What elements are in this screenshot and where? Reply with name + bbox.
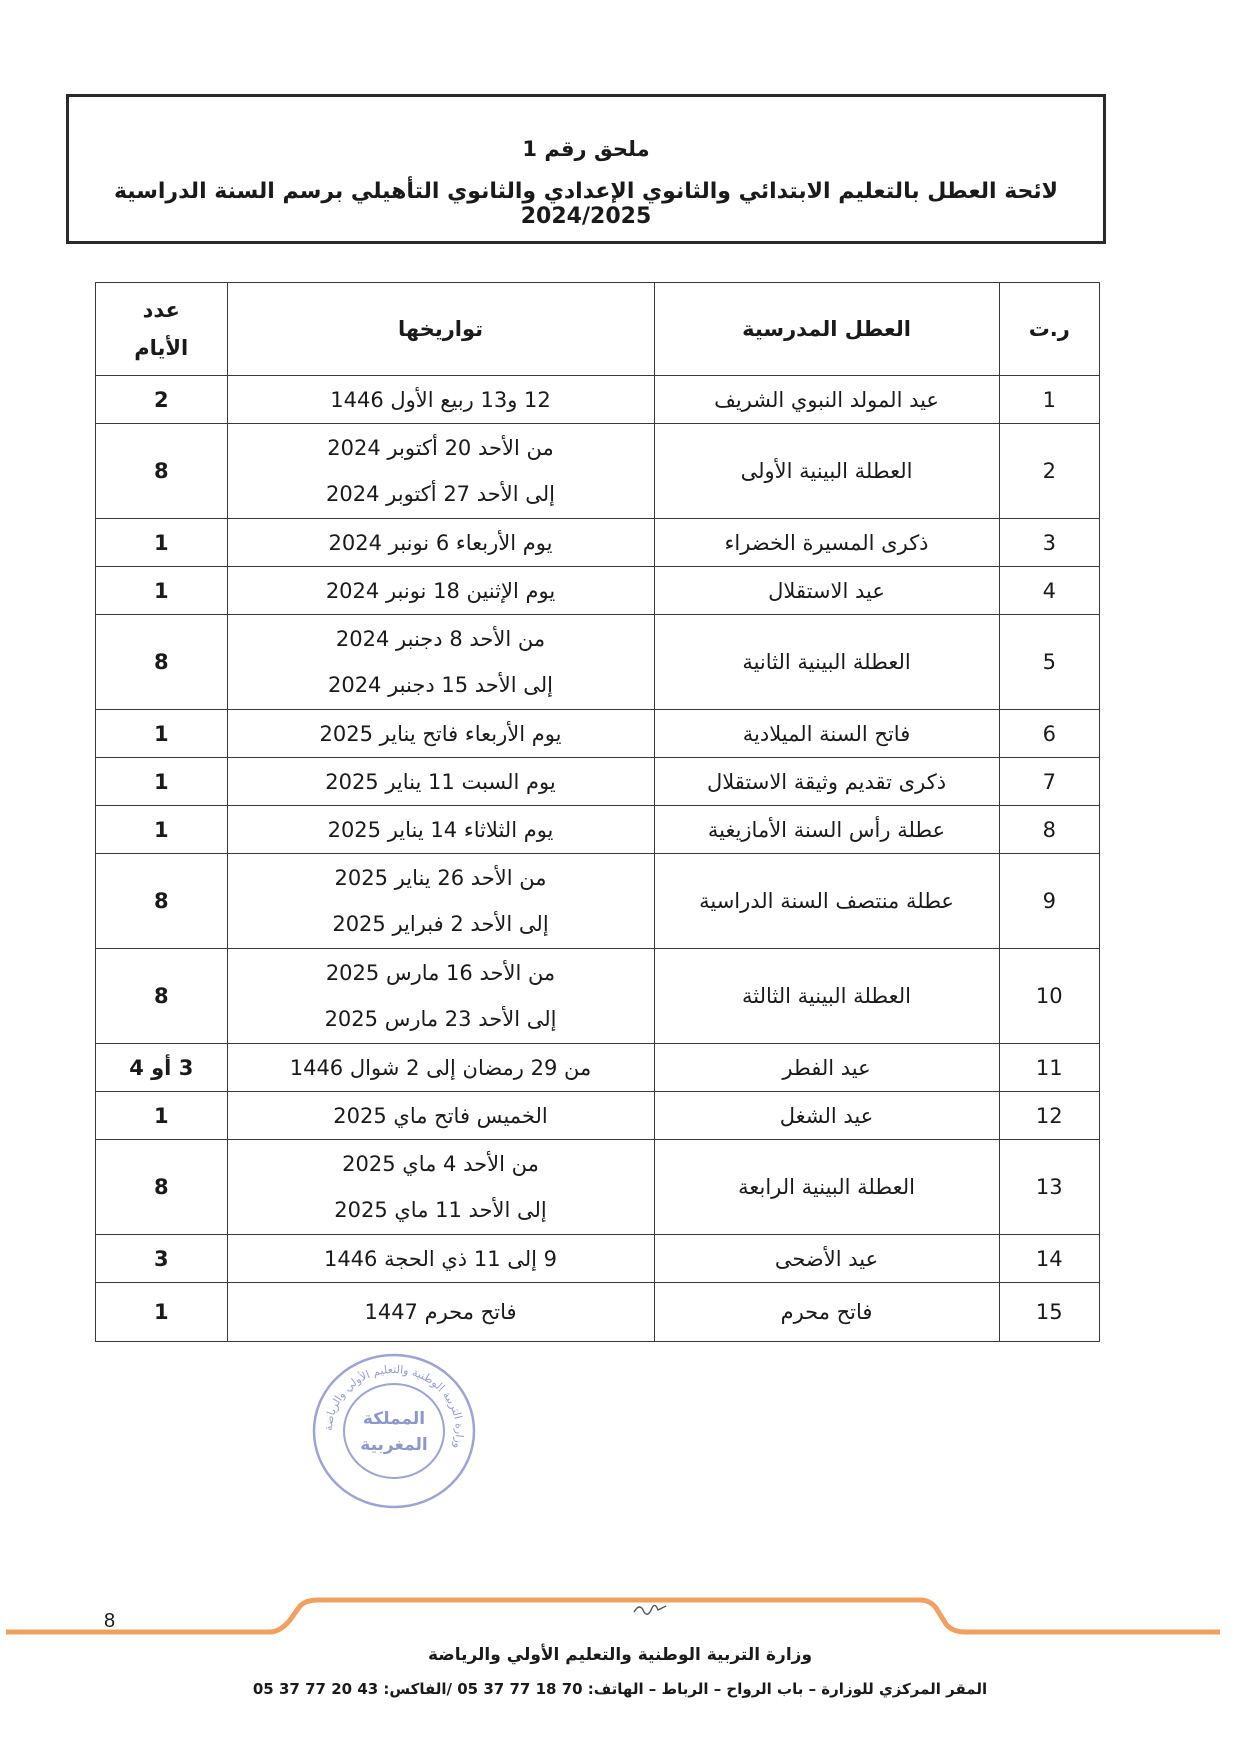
table-row <box>96 615 1100 710</box>
table-row <box>96 519 1100 567</box>
holiday-dates <box>227 1140 654 1235</box>
row-number: 3 <box>999 519 1099 567</box>
header-days-line2: الأيام <box>134 336 189 360</box>
annex-label: ملحق رقم 1 <box>522 137 650 161</box>
holiday-name: العطلة البينية الثالثة <box>654 949 999 1044</box>
days-count: 1 <box>96 519 228 567</box>
holiday-dates <box>227 758 654 806</box>
holiday-name: العطلة البينية الثانية <box>654 615 999 710</box>
holiday-name: عيد الفطر <box>654 1044 999 1092</box>
days-count: 8 <box>96 615 228 710</box>
table-row <box>96 424 1100 519</box>
initials-signature <box>632 1600 668 1618</box>
holiday-name: عيد الشغل <box>654 1092 999 1140</box>
days-count: 2 <box>96 376 228 424</box>
table-row <box>96 949 1100 1044</box>
holiday-name: عطلة منتصف السنة الدراسية <box>654 854 999 949</box>
date-line: إلى الأحد 27 أكتوبر 2024 <box>326 482 555 506</box>
row-number: 9 <box>999 854 1099 949</box>
holiday-name: العطلة البينية الرابعة <box>654 1140 999 1235</box>
holiday-dates <box>227 615 654 710</box>
row-number: 7 <box>999 758 1099 806</box>
days-count: 1 <box>96 567 228 615</box>
date-line: من 29 رمضان إلى 2 شوال 1446 <box>289 1055 592 1080</box>
table-row <box>96 710 1100 758</box>
holiday-dates <box>227 1044 654 1092</box>
header-num: ر.ت <box>999 283 1099 376</box>
days-count: 1 <box>96 710 228 758</box>
row-number: 11 <box>999 1044 1099 1092</box>
days-count: 8 <box>96 1140 228 1235</box>
date-line: يوم الأربعاء فاتح يناير 2025 <box>319 721 562 746</box>
footer-address: المقر المركزي للوزارة – باب الرواح – الرباط – الهاتف: 70 18 77 37 05 /الفاكس: 43 20 77 37 05 <box>252 1680 988 1698</box>
stamp-center-line2: المغربية <box>360 1435 428 1455</box>
date-line: من الأحد 26 يناير 2025 <box>334 866 547 890</box>
row-number: 14 <box>999 1235 1099 1283</box>
table-row <box>96 1092 1100 1140</box>
table-row <box>96 1044 1100 1092</box>
holiday-dates <box>227 519 654 567</box>
date-line: 9 إلى 11 ذي الحجة 1446 <box>323 1246 558 1271</box>
row-number: 15 <box>999 1283 1099 1342</box>
holiday-dates <box>227 424 654 519</box>
date-line: من الأحد 8 دجنبر 2024 <box>335 627 546 651</box>
days-count: 1 <box>96 758 228 806</box>
holiday-dates <box>227 1283 654 1342</box>
page-number: 8 <box>104 1610 116 1632</box>
stamp-ring-text: وزارة التربية الوطنية والتعليم الأولي والرياضة <box>321 1362 467 1451</box>
table-row <box>96 567 1100 615</box>
table-body <box>96 376 1100 1342</box>
date-line: 12 و13 ربيع الأول 1446 <box>330 387 551 412</box>
table-row <box>96 1283 1100 1342</box>
days-count: 8 <box>96 854 228 949</box>
holiday-name: ذكرى تقديم وثيقة الاستقلال <box>654 758 999 806</box>
footer-ministry-name: وزارة التربية الوطنية والتعليم الأولي والرياضة <box>427 1645 813 1665</box>
date-line: إلى الأحد 15 دجنبر 2024 <box>327 673 554 697</box>
header-days <box>96 283 228 376</box>
row-number: 13 <box>999 1140 1099 1235</box>
holiday-dates <box>227 567 654 615</box>
row-number: 1 <box>999 376 1099 424</box>
date-line: يوم السبت 11 يناير 2025 <box>325 769 556 794</box>
holiday-dates <box>227 1235 654 1283</box>
days-count: 1 <box>96 806 228 854</box>
table-row <box>96 1140 1100 1235</box>
date-line: من الأحد 20 أكتوبر 2024 <box>327 436 554 460</box>
date-line: من الأحد 16 مارس 2025 <box>325 961 556 985</box>
table-row <box>96 758 1100 806</box>
row-number: 8 <box>999 806 1099 854</box>
holiday-name: العطلة البينية الأولى <box>654 424 999 519</box>
table-row <box>96 806 1100 854</box>
row-number: 10 <box>999 949 1099 1044</box>
date-line: يوم الأربعاء 6 نونبر 2024 <box>328 530 553 555</box>
table-row <box>96 376 1100 424</box>
date-line: إلى الأحد 23 مارس 2025 <box>324 1007 557 1031</box>
date-line: الخميس فاتح ماي 2025 <box>333 1103 548 1128</box>
holiday-name: عيد الأضحى <box>654 1235 999 1283</box>
date-line: يوم الإثنين 18 نونبر 2024 <box>325 578 556 603</box>
official-stamp <box>308 1350 480 1512</box>
holiday-dates <box>227 376 654 424</box>
table-row <box>96 1235 1100 1283</box>
date-line: إلى الأحد 11 ماي 2025 <box>334 1198 547 1222</box>
days-count: 3 <box>96 1235 228 1283</box>
header-days-line1: عدد <box>142 298 180 322</box>
holiday-name: فاتح محرم <box>654 1283 999 1342</box>
date-line: فاتح محرم 1447 <box>364 1300 517 1324</box>
holiday-dates <box>227 1092 654 1140</box>
holiday-dates <box>227 949 654 1044</box>
holiday-dates <box>227 806 654 854</box>
table-row <box>96 854 1100 949</box>
holiday-name: عيد المولد النبوي الشريف <box>654 376 999 424</box>
days-count: 8 <box>96 424 228 519</box>
row-number: 2 <box>999 424 1099 519</box>
header-name: العطل المدرسية <box>654 283 999 376</box>
row-number: 12 <box>999 1092 1099 1140</box>
date-line: إلى الأحد 2 فبراير 2025 <box>332 912 549 936</box>
annex-title-box <box>66 94 1106 244</box>
document-title: لائحة العطل بالتعليم الابتدائي والثانوي الإعدادي والثانوي التأهيلي برسم السنة الدراسية 2024/2025 <box>113 179 1059 229</box>
footer-orange-line <box>0 1590 1240 1640</box>
row-number: 6 <box>999 710 1099 758</box>
date-line: من الأحد 4 ماي 2025 <box>342 1152 539 1176</box>
days-count: 8 <box>96 949 228 1044</box>
row-number: 4 <box>999 567 1099 615</box>
header-dates: تواريخها <box>227 283 654 376</box>
holidays-table <box>95 282 1100 1342</box>
date-line: يوم الثلاثاء 14 يناير 2025 <box>327 817 554 842</box>
holiday-name: فاتح السنة الميلادية <box>654 710 999 758</box>
days-count: 3 أو 4 <box>96 1044 228 1092</box>
holiday-dates <box>227 710 654 758</box>
row-number: 5 <box>999 615 1099 710</box>
table-header-row <box>96 283 1100 376</box>
stamp-center-line1: المملكة <box>362 1409 426 1429</box>
holiday-name: ذكرى المسيرة الخضراء <box>654 519 999 567</box>
holiday-name: عطلة رأس السنة الأمازيغية <box>654 806 999 854</box>
holiday-dates <box>227 854 654 949</box>
holiday-name: عيد الاستقلال <box>654 567 999 615</box>
days-count: 1 <box>96 1283 228 1342</box>
days-count: 1 <box>96 1092 228 1140</box>
